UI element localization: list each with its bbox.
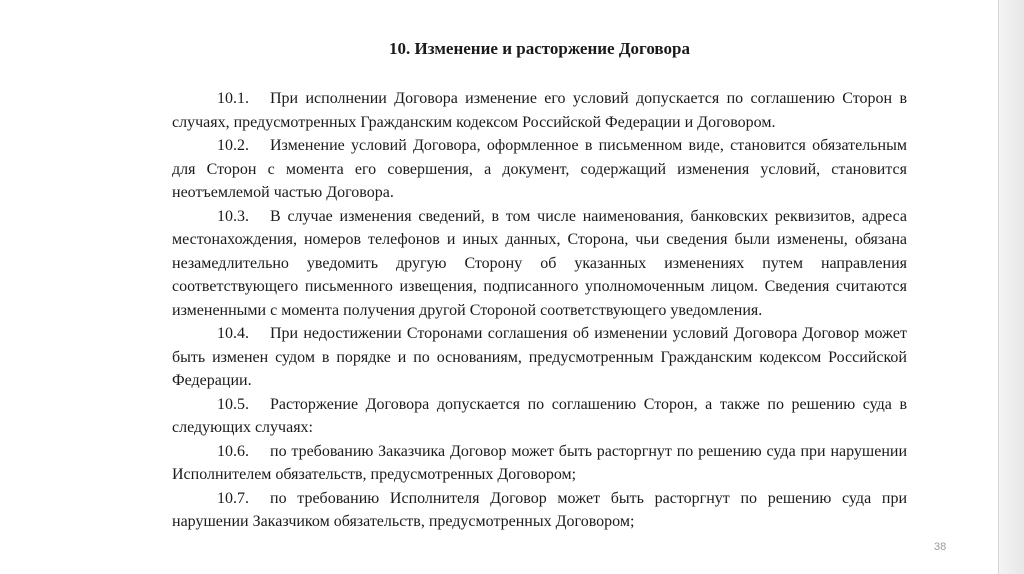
clause-text: Расторжение Договора допускается по соглашению Сторон, а также по решению суда в следующих случаях: — [172, 395, 907, 436]
section-title: 10. Изменение и расторжение Договора — [389, 39, 690, 58]
clause-text: по требованию Исполнителя Договор может быть расторгнут по решению суда при нарушении Заказчиком обязательств, предусмотренных Договором; — [172, 489, 907, 530]
clause-number: 10.4. — [217, 325, 249, 342]
clause-number: 10.5. — [217, 395, 249, 413]
clause-number: 10.6. — [217, 442, 249, 460]
clause-number: 10.3. — [217, 207, 249, 225]
clause-text: по требованию Заказчика Договор может быть расторгнут по решению суда при нарушении Исполнителем обязательств, предусмотренных Договором; — [172, 442, 907, 483]
clause-10-1 — [172, 87, 907, 134]
document-body — [172, 38, 907, 534]
clause-number: 10.1. — [217, 90, 249, 107]
clause-10-4 — [172, 322, 907, 393]
clause-text: В случае изменения сведений, в том числе наименования, банковских реквизитов, адреса местонахождения, номеров телефонов и иных данных, Сторона, чьи сведения были изменены, обязана незамедлительно уведомить другую Сторону об указанных изменениях путем направления соответствующего письменного извещения, подписанного уполномоченным лицом. Сведения считаются измененными с момента получения другой Стороной соответствующего уведомления. — [172, 207, 907, 319]
clause-text: Изменение условий Договора, оформленное в письменном виде, становится обязательным для Сторон с момента его совершения, а документ, содержащий изменения условий, становится неотъемлемой частью Договора. — [172, 137, 907, 201]
clause-10-2 — [172, 134, 907, 205]
page-number: 38 — [934, 541, 947, 553]
clause-number: 10.2. — [217, 137, 249, 154]
clause-10-5 — [172, 393, 907, 440]
clause-text: При недостижении Сторонами соглашения об изменении условий Договора Договор может быть изменен судом в порядке и по основаниям, предусмотренным Гражданским кодексом Российской Федерации. — [172, 325, 907, 389]
clause-10-7 — [172, 487, 907, 534]
clause-text: При исполнении Договора изменение его условий допускается по соглашению Сторон в случаях, предусмотренных Гражданским кодексом Российской Федерации и Договором. — [172, 90, 907, 131]
page-edge — [998, 0, 1024, 574]
clause-10-3 — [172, 205, 907, 323]
clause-number: 10.7. — [217, 489, 249, 507]
clause-10-6 — [172, 440, 907, 487]
